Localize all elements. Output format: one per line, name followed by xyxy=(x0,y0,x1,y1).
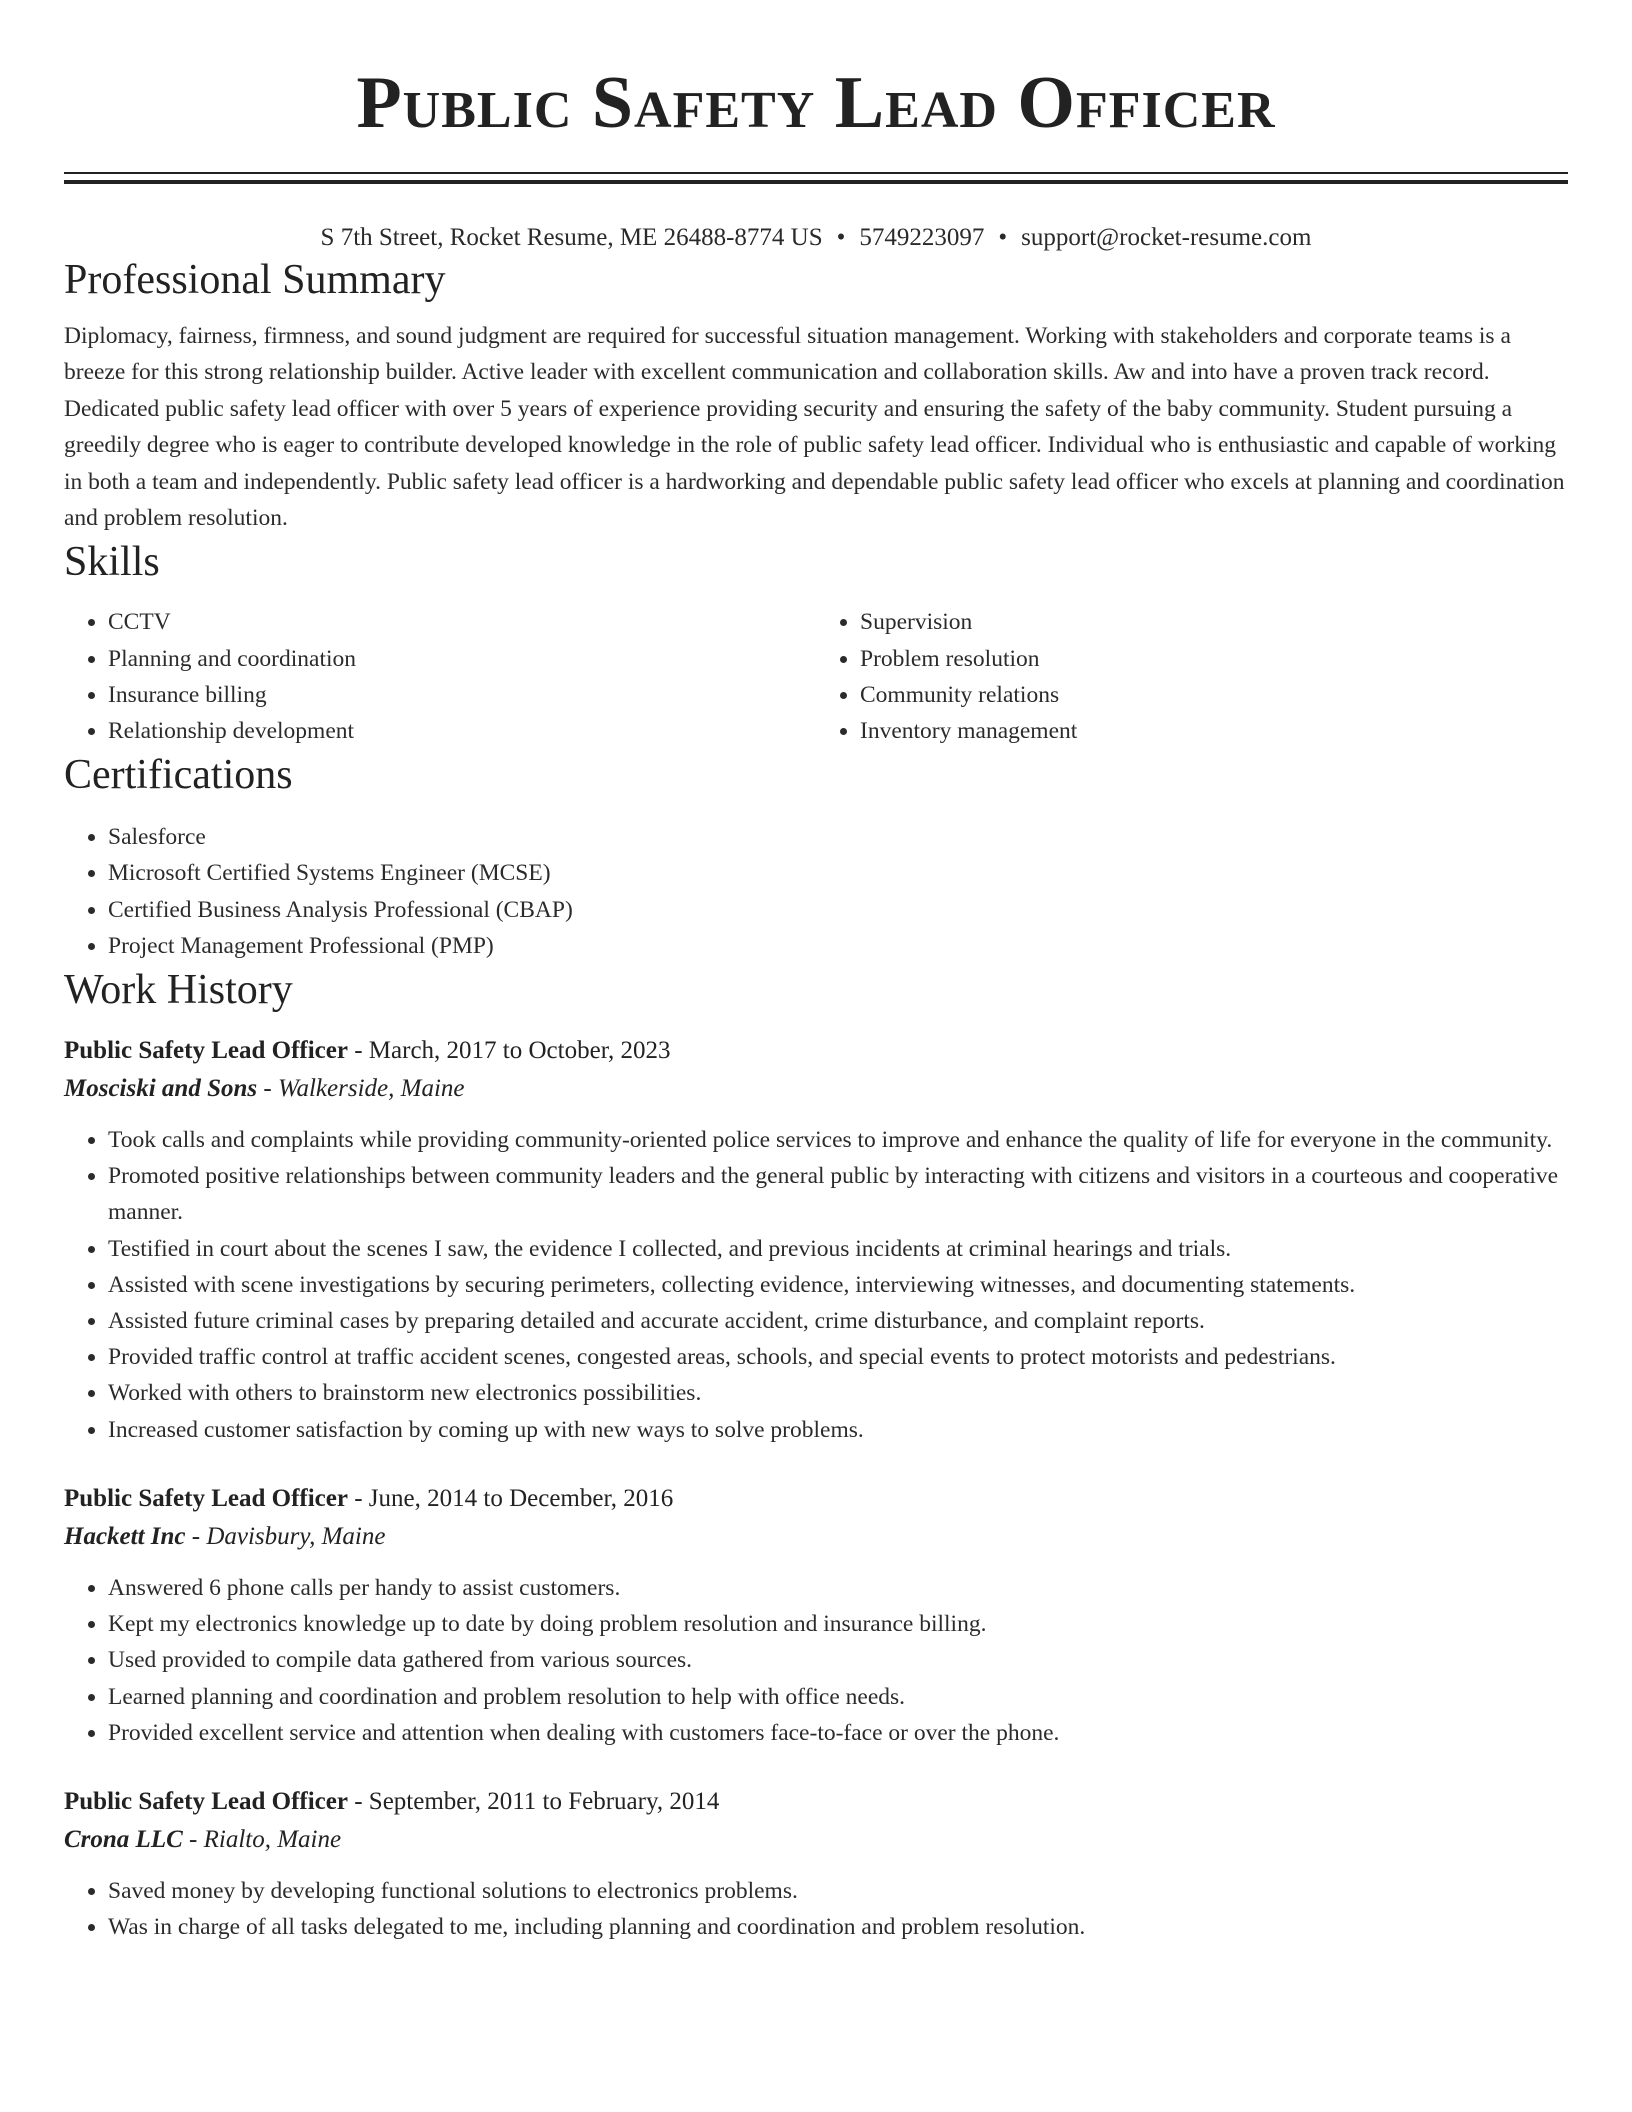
job-entry xyxy=(64,1032,1568,1448)
job-bullets xyxy=(64,1570,1568,1751)
job-bullet: • Testified in court about the scenes I saw, the evidence I collected, and previous incidents at criminal hearings and trials. xyxy=(108,1231,1568,1267)
job-title-line xyxy=(64,1480,1568,1518)
job-bullet: • Kept my electronics knowledge up to date by doing problem resolution and insurance billing. xyxy=(108,1606,1568,1642)
page-title: Public Safety Lead Officer xyxy=(356,62,1276,144)
job-bullet: • Used provided to compile data gathered from various sources. xyxy=(108,1642,1568,1678)
job-location: - Davisbury, Maine xyxy=(185,1522,386,1550)
job-bullet: • Learned planning and coordination and problem resolution to help with office needs. xyxy=(108,1679,1568,1715)
job-bullet: • Provided traffic control at traffic accident scenes, congested areas, schools, and special events to protect motorists and pedestrians. xyxy=(108,1339,1568,1375)
certifications-heading: Certifications xyxy=(64,752,293,799)
skill-item: • Supervision xyxy=(860,604,1568,640)
job-entry xyxy=(64,1480,1568,1751)
contact-line xyxy=(64,222,1568,254)
job-dates: - March, 2017 to October, 2023 xyxy=(347,1037,671,1065)
job-bullet: • Increased customer satisfaction by coming up with new ways to solve problems. xyxy=(108,1412,1568,1448)
job-entry xyxy=(64,1783,1568,1945)
summary-text: Diplomacy, fairness, firmness, and sound judgment are required for successful situation management. Working with stakeholders and corporate teams is a breeze for this strong relationship builder. Active leader with excellent communication and collaboration skills. Aw and into have a proven track record. Dedicated public safety lead officer with over 5 years of experience providing security and ensuring the safety of the baby community. Student pursuing a greedily degree who is eager to contribute developed knowledge in the role of public safety lead officer. Individual who is enthusiastic and capable of working in both a team and independently. Public safety lead officer is a hardworking and dependable public safety lead officer who excels at planning and coordination and problem resolution. xyxy=(64,323,1565,532)
certification-item: • Salesforce xyxy=(108,819,1568,855)
job-bullet: • Assisted with scene investigations by securing perimeters, collecting evidence, interviewing witnesses, and documenting statements. xyxy=(108,1267,1568,1303)
contact-separator: • xyxy=(998,224,1008,251)
job-company-line xyxy=(64,1070,1568,1108)
job-bullet: • Was in charge of all tasks delegated to me, including planning and coordination and problem resolution. xyxy=(108,1909,1568,1945)
job-company: Hackett Inc xyxy=(64,1522,186,1550)
job-dates: - September, 2011 to February, 2014 xyxy=(347,1787,720,1815)
certification-item: • Microsoft Certified Systems Engineer (MCSE) xyxy=(108,855,1568,891)
skills-columns xyxy=(64,604,1568,749)
job-title: Public Safety Lead Officer xyxy=(64,1787,348,1815)
job-bullet: • Saved money by developing functional solutions to electronics problems. xyxy=(108,1873,1568,1909)
job-location: - Walkerside, Maine xyxy=(257,1075,465,1103)
job-bullet: • Assisted future criminal cases by preparing detailed and accurate accident, crime disturbance, and complaint reports. xyxy=(108,1303,1568,1339)
work-history-heading: Work History xyxy=(64,967,293,1014)
title-divider-thin xyxy=(64,172,1568,174)
job-company-line xyxy=(64,1821,1568,1859)
skill-item: • Problem resolution xyxy=(860,641,1568,677)
job-title-line xyxy=(64,1783,1568,1821)
job-location: - Rialto, Maine xyxy=(182,1825,342,1853)
contact-email: support@rocket-resume.com xyxy=(1021,224,1312,251)
skill-item: • Planning and coordination xyxy=(108,641,816,677)
job-company: Crona LLC xyxy=(64,1825,183,1853)
skills-heading: Skills xyxy=(64,539,160,586)
job-bullet: • Answered 6 phone calls per handy to assist customers. xyxy=(108,1570,1568,1606)
skills-list-left xyxy=(64,604,816,749)
job-bullets xyxy=(64,1873,1568,1945)
job-dates: - June, 2014 to December, 2016 xyxy=(347,1484,674,1512)
job-bullets xyxy=(64,1122,1568,1448)
job-title: Public Safety Lead Officer xyxy=(64,1484,348,1512)
skills-list-right xyxy=(816,604,1568,749)
contact-address: S 7th Street, Rocket Resume, ME 26488-8774 US xyxy=(320,224,823,251)
summary-heading: Professional Summary xyxy=(64,257,446,303)
skill-item: • CCTV xyxy=(108,604,816,640)
job-company-line xyxy=(64,1518,1568,1556)
job-bullet: • Worked with others to brainstorm new electronics possibilities. xyxy=(108,1375,1568,1411)
job-title-line xyxy=(64,1032,1568,1070)
job-bullet: • Provided excellent service and attention when dealing with customers face-to-face or over the phone. xyxy=(108,1715,1568,1751)
skill-item: • Relationship development xyxy=(108,713,816,749)
contact-separator: • xyxy=(836,224,846,251)
contact-phone: 5749223097 xyxy=(859,224,985,251)
skill-item: • Community relations xyxy=(860,677,1568,713)
skill-item: • Inventory management xyxy=(860,713,1568,749)
title-divider-thick xyxy=(64,180,1568,184)
job-title: Public Safety Lead Officer xyxy=(64,1037,348,1065)
job-bullet: • Took calls and complaints while providing community-oriented police services to improve and enhance the quality of life for everyone in the community. xyxy=(108,1122,1568,1158)
skill-item: • Insurance billing xyxy=(108,677,816,713)
certification-item: • Project Management Professional (PMP) xyxy=(108,928,1568,964)
certifications-list xyxy=(64,819,1568,964)
certification-item: • Certified Business Analysis Professional (CBAP) xyxy=(108,892,1568,928)
job-bullet: • Promoted positive relationships between community leaders and the general public by interacting with citizens and visitors in a courteous and cooperative manner. xyxy=(108,1158,1568,1230)
job-company: Mosciski and Sons xyxy=(64,1075,258,1103)
